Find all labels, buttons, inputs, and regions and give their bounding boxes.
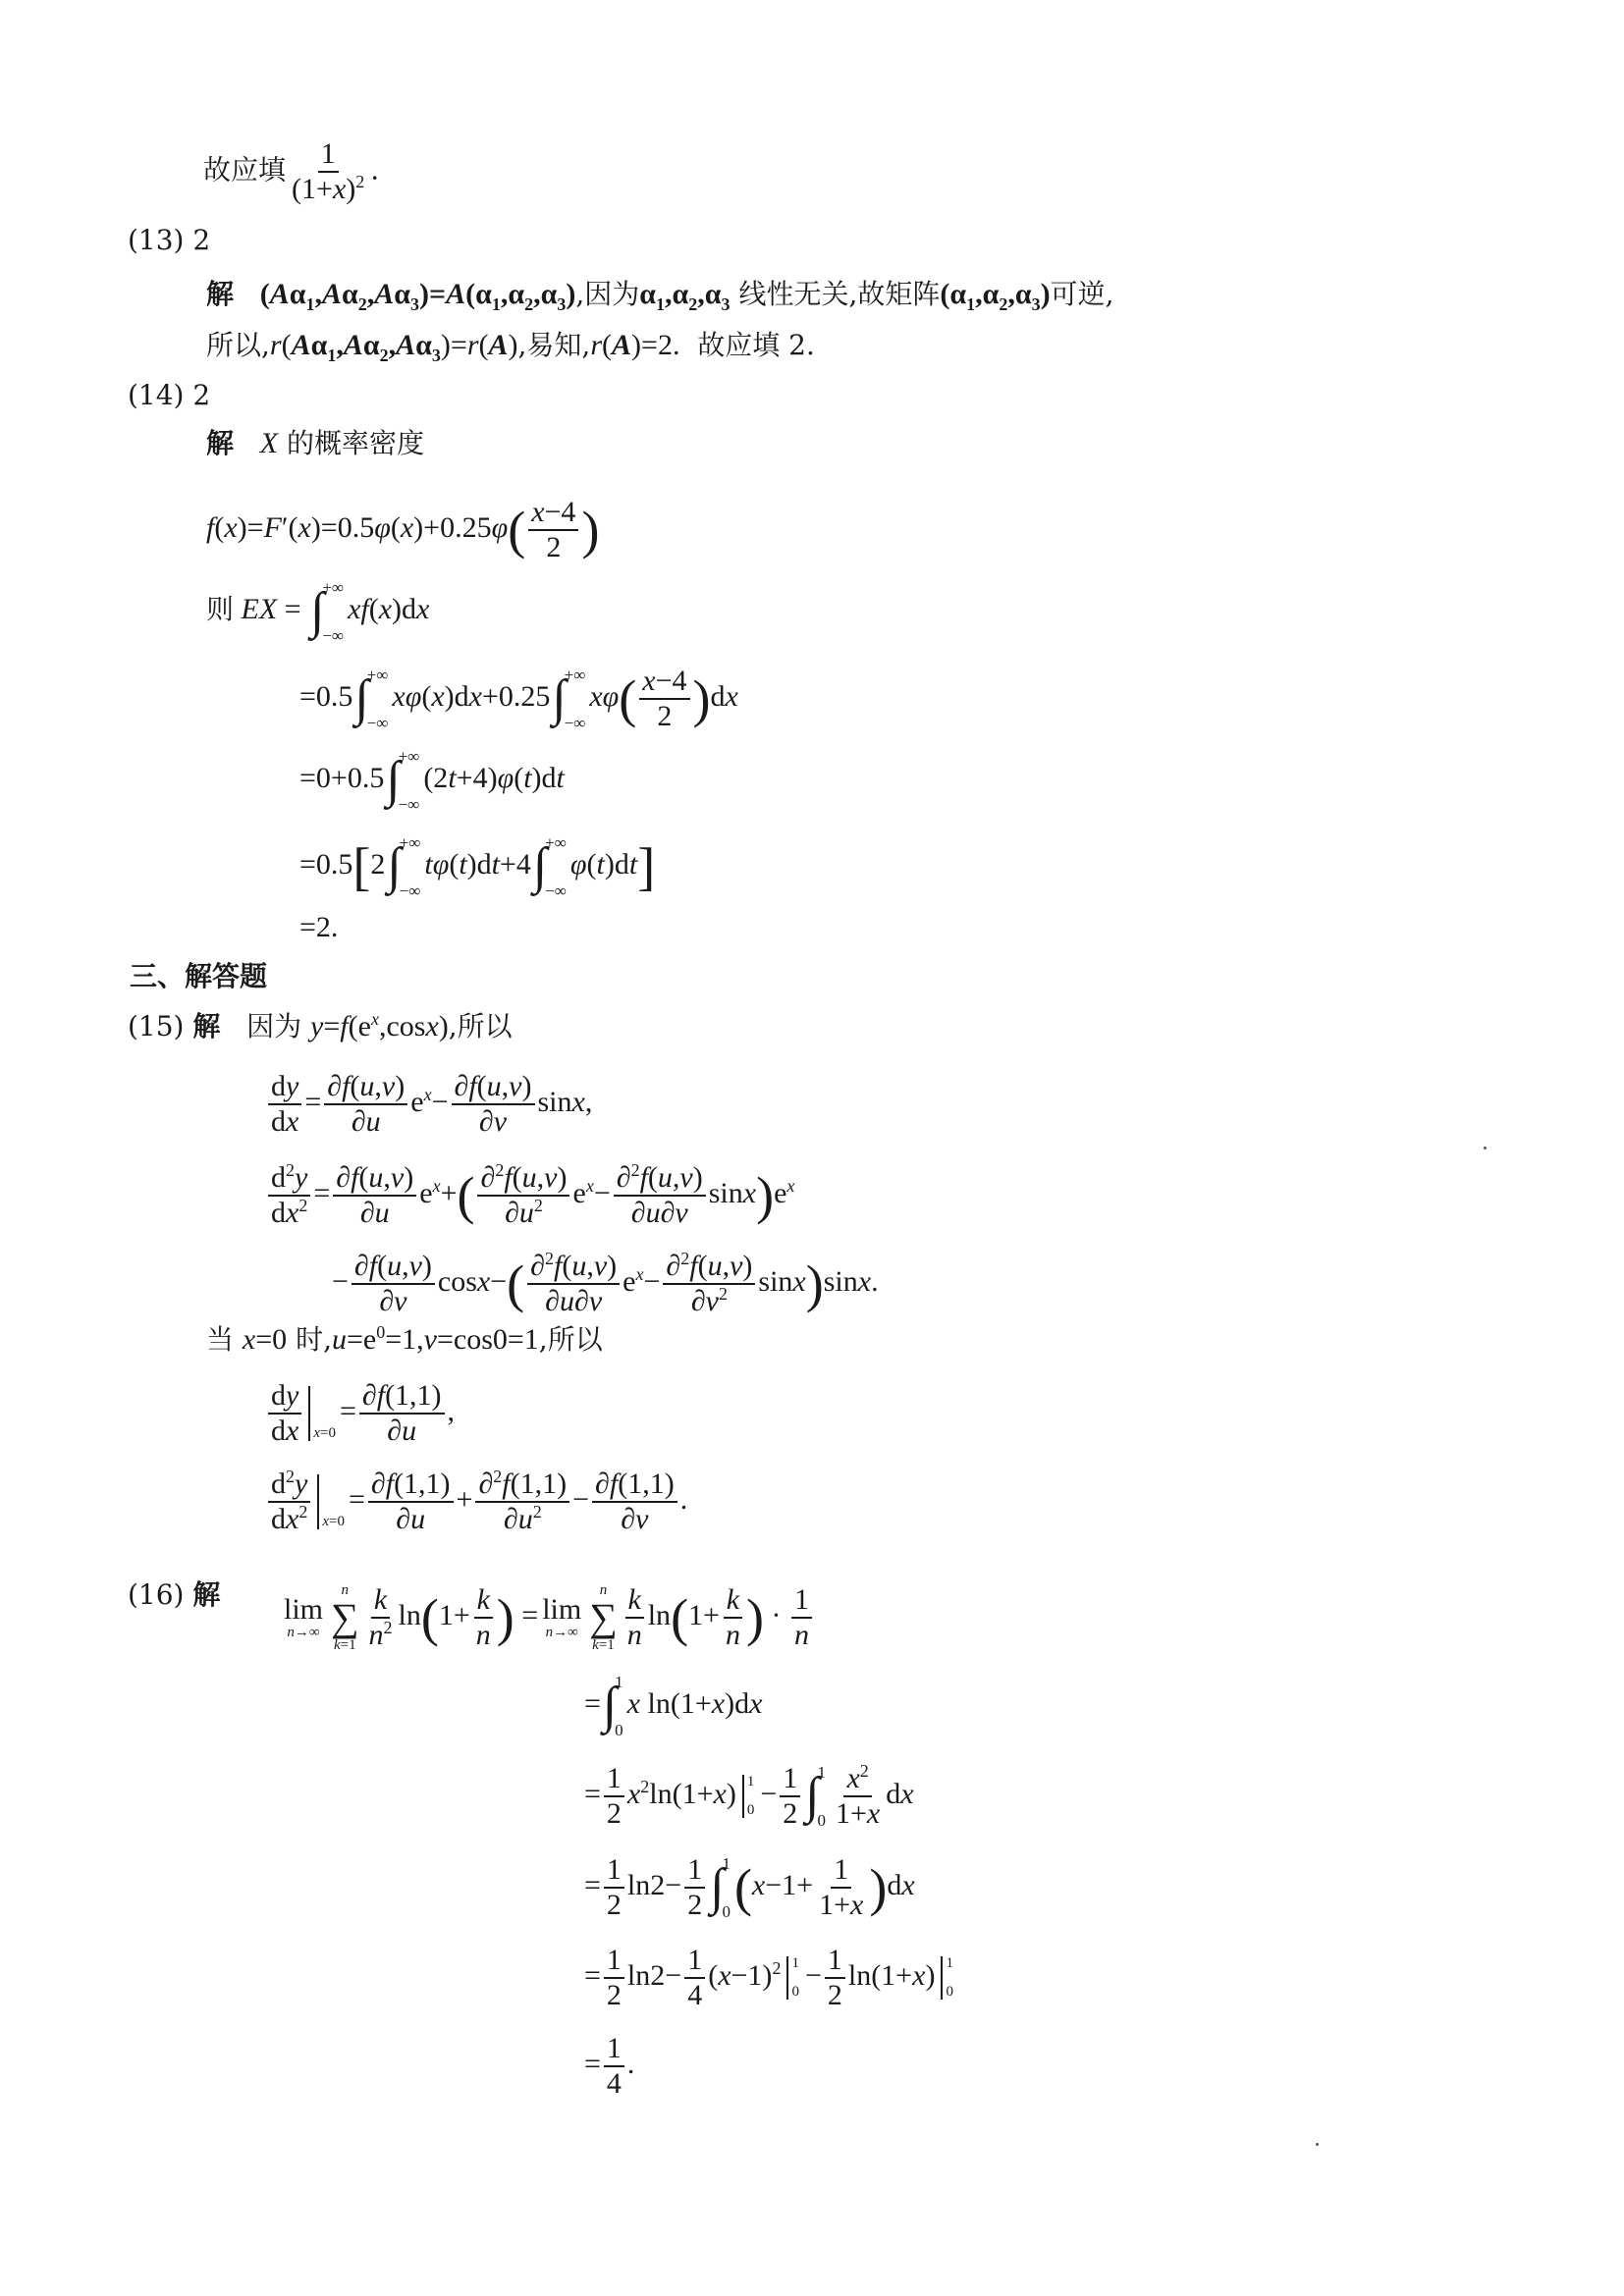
q15-line1: (15) 解 因为 $y=f(e^x,\cos x)$,所以 xyxy=(128,1009,513,1042)
q16-line4: = $\frac{1}{2}$ ln2− $\frac{1}{2}$ ∫ 1 0 (x−1+ $\frac{1}{1+x}$ )dx xyxy=(584,1853,915,1921)
q15-d2y-a: $\frac{d^2y}{dx^2}$ = $\frac{\partial f(u,v)}{\partial u}$ $e^x+$( $\frac{\partial^2f(u,v)}{\partial u^2}$ $e^x-$ $\frac{\partial^2f(u,v)}{\partial u\partial v}$ $\sin x)e^x$ xyxy=(265,1161,794,1230)
q16-line2: = ∫ 1 0 x ln(1+x)dx xyxy=(584,1673,763,1739)
q16-line5: = $\frac{1}{2}$ ln2− $\frac{1}{4}$ $(x-1)^2$ 1 0 − $\frac{1}{2}$ ln(1+x) 1 0 xyxy=(584,1944,953,2011)
q16-head xyxy=(128,1575,220,1615)
q16-line3: = $\frac{1}{2}$ $x^2\ln(1+x)$ 1 0 − $\frac{1}{2}$ ∫ 1 0 $\frac{x^2}{1+x}$ dx xyxy=(584,1761,914,1830)
q15-when-word: 当 xyxy=(206,1323,235,1356)
q15-so: ,所以 xyxy=(448,1010,513,1042)
q15-because: 因为 xyxy=(246,1010,302,1042)
q14-ex-line3: =0+0.5 ∫ +∞ −∞ (2t+4)φ(t)dt xyxy=(299,747,565,814)
scan-speck xyxy=(1316,2143,1319,2146)
q13-jie: 解 xyxy=(206,278,235,310)
q12-prefix: 故应填 xyxy=(203,153,287,187)
q13-line1: 解 $(A\alpha_1,A\alpha_2,A\alpha_3)=A(\alpha_1,\alpha_2,\alpha_3)$,因为$\alpha_1,\alpha_2,\alpha_3$ 线性无关,故矩阵$(\alpha_1,\alpha_2,\alpha_3)$可逆, xyxy=(206,278,1114,314)
q12-answer: 故应填 $\frac{1}{(1+x)^2}$ . xyxy=(203,137,380,205)
section-title: 三、解答题 xyxy=(130,960,268,992)
q13-fill: 故应填 2. xyxy=(697,329,815,361)
q14-line1: 解 X 的概率密度 xyxy=(206,427,424,459)
q14-ex-line5: =2. xyxy=(299,911,339,943)
q15-d2y-at0: $\frac{d^2y}{dx^2}$ x=0 = $\frac{\partial f(1,1)}{\partial u}$ + $\frac{\partial^2f(1,1)}{\partial u^2}$ − $\frac{\partial f(1,1)}{\partial v}$ . xyxy=(265,1468,687,1536)
q13-invertible: 可逆, xyxy=(1050,278,1114,310)
q15-when: 当 x=0 时$,u=e^0=1,v=\cos 0=1$,所以 xyxy=(206,1322,603,1356)
q13-indep: 线性无关,故矩阵 xyxy=(738,278,941,310)
q14-then: 则 xyxy=(206,592,235,625)
q13-because: 因为 xyxy=(584,278,640,310)
q14-density: 的概率密度 xyxy=(286,427,424,459)
q16-line1: lim n→∞ n ∑ k=1 $\frac{k}{n^2}$ ln(1+ $\frac{k}{n}$ ) = lim n→∞ n ∑ k=1 $\frac{k}{n}$ ln(1+ $\frac{k}{n}$ ) · $\frac{1}{n}$ xyxy=(280,1582,815,1653)
q14-pdf: f(x)=F′(x)=0.5φ(x)+0.25φ( $\frac{x-4}{2}$ ) xyxy=(206,496,600,563)
q15-dy: $\frac{dy}{dx}$ = $\frac{\partial f(u,v)}{\partial u}$ $e^x-$ $\frac{\partial f(u,v)}{\partial v}$ sinx, xyxy=(265,1070,592,1139)
q15-so2: ,所以 xyxy=(538,1323,603,1356)
q14-ex-line2: =0.5 ∫ +∞ −∞ xφ(x)dx+0.25 ∫ +∞ −∞ xφ( $\frac{x-4}{2}$ )dx xyxy=(299,665,738,732)
q14-ex-line4: =0.5[2 ∫ +∞ −∞ tφ(t)dt+4 ∫ +∞ −∞ φ(t)dt] xyxy=(299,833,656,900)
q16-jie: 解 xyxy=(192,1578,221,1611)
q16-line6: = $\frac{1}{4}$ . xyxy=(584,2032,635,2100)
q15-time: 时, xyxy=(296,1323,332,1356)
q15-label: (15) xyxy=(128,1010,185,1042)
q13-label: (13) 2 xyxy=(128,224,211,256)
q16-label: (16) xyxy=(128,1578,185,1611)
q15-d2y-b: − $\frac{\partial f(u,v)}{\partial v}$ cosx−( $\frac{\partial^2f(u,v)}{\partial u\partial v}$ $e^x-$ $\frac{\partial^2f(u,v)}{\partial v^2}$ sinx)sinx. xyxy=(332,1249,879,1317)
q14-label: (14) 2 xyxy=(128,379,211,411)
scan-speck xyxy=(1484,1147,1487,1149)
q13-easy: ,易知, xyxy=(517,329,591,361)
q15-dy-at0: $\frac{dy}{dx}$ x=0 = $\frac{\partial f(1,1)}{\partial u}$ , xyxy=(265,1379,455,1448)
q14-ex-line1: 则 EX = ∫ +∞ −∞ xf(x)dx xyxy=(206,578,430,645)
q14-jie: 解 xyxy=(206,427,235,459)
q13-so: 所以, xyxy=(206,329,270,361)
q13-line2: 所以$,r(A\alpha_1,A\alpha_2,A\alpha_3)=r(A)$,易知,r(A)=2. 故应填 2. xyxy=(206,329,815,365)
q15-jie: 解 xyxy=(192,1010,221,1042)
